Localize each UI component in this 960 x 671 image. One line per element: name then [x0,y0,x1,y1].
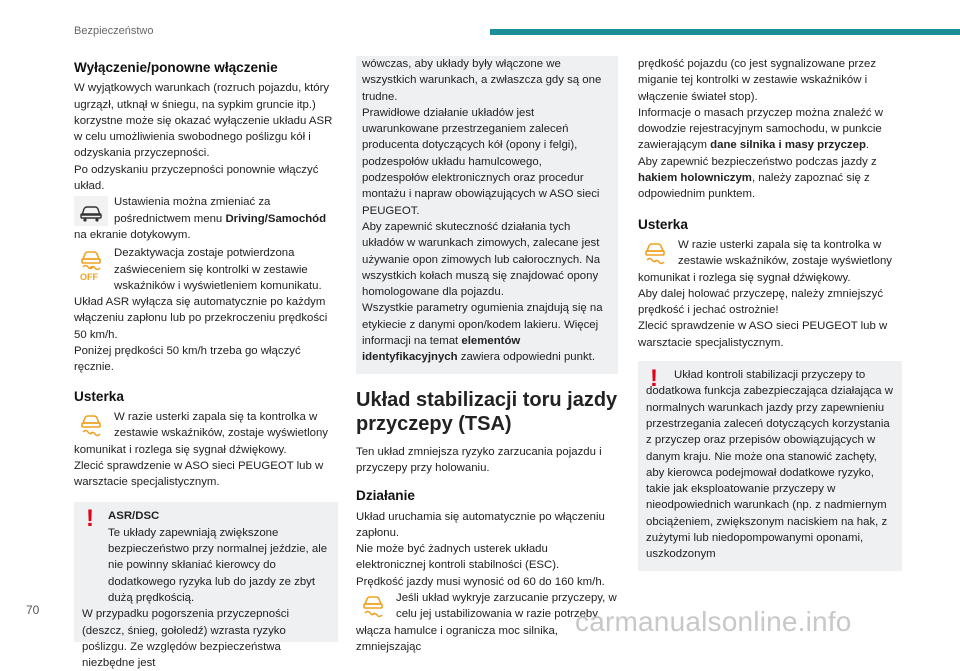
paragraph: Aby zapewnić bezpieczeństwo podczas jazdy z hakiem holowniczym, należy zapoznać się z odpowiednim punktem. [638,155,877,201]
identification-link-text: elementów identyfikacyjnych [362,335,521,364]
column-3 [638,56,902,571]
paragraph: Poniżej prędkości 50 km/h trzeba go włączyć ręcznie. [74,345,301,374]
paragraph: Prawidłowe działanie układów jest uwarunkowane przestrzeganiem zaleceń producenta dotyczących kół (opony i felgi), podzespołów układu hamulcowego, podzespołów elektronicznych oraz procedur montażu i napraw obowiązujących w ASO sieci PEUGEOT. [362,106,600,217]
paragraph: Zlecić sprawdzenie w ASO sieci PEUGEOT lub w warsztacie specjalistycznym. [74,459,324,489]
settings-text-a: Ustawienia można zmieniać za pośrednictwem menu [114,196,271,225]
column-1 [74,56,338,670]
chapter-title-tsa: Układ stabilizacji toru jazdy przyczepy (TSA) [356,388,618,435]
warning-title: ASR/DSC [108,510,160,523]
warning-box-tsa [638,361,902,571]
paragraph: Układ ASR wyłącza się automatycznie po każdym włączeniu zapłonu lub po przekroczeniu prędkości 50 km/h. [74,296,328,341]
bold-term: dane silnika i masy przyczep [710,139,866,152]
paragraph: Ten układ zmniejsza ryzyko zarzucania pojazdu i przyczepy przy holowaniu. [356,445,602,474]
skid-warning-icon [74,411,108,441]
warning-text: Układ kontroli stabilizacji przyczepy to dodatkowa funkcja zabezpieczająca działająca w normalnych warunkach jazdy przy zapewnieniu przestrzegania zaleceń dotyczących korzystania z przyczep oraz przepisów obowiązujących w danym kraju. Nie może ona stanowić zachęty, aby kierowca podejmował dodatkowe ryzyko, takie jak eksploatowanie przyczepy w nieodpowiednich warunkach (np. z nadmiernym obciążeniem, zwiększonym naciskiem na hak, z zużytymi lub niedopompowanymi oponami, uszkodzonym [646,369,893,561]
skid-indicator-icon [356,592,390,622]
column-2 [356,56,618,655]
section-title-fault: Usterka [638,216,688,232]
watermark: carmanualsonline.info [575,606,852,637]
continued-warning-box [356,56,618,374]
paragraph: Zlecić sprawdzenie w ASO sieci PEUGEOT lub w warsztacie specjalistycznym. [638,320,888,349]
paragraph: Wszystkie parametry ogumienia znajdują się na etykiecie z danymi opon/kodem lakieru. Więcej informacji na temat elementów identyfikacyjnych zawiera odpowiedni punkt. [362,302,603,364]
paragraph: wówczas, aby układy były włączone we wszystkich warunkach, a zwłaszcza gdy są one trudne. [362,58,602,103]
page-number: 70 [26,603,40,617]
paragraph: Nie może być żadnych usterek układu elektronicznej kontroli stabilności (ESC). [356,543,560,572]
paragraph: Informacje o masach przyczep można znaleźć w dowodzie rejestracyjnym samochodu, w punkcie zawierającym dane silnika i masy przyczep. [638,106,883,152]
skid-off-icon [74,247,108,283]
bold-term: hakiem holowniczym [638,172,752,185]
paragraph: W wyjątkowych warunkach (rozruch pojazdu, który ugrzązł, utknął w śniegu, na sypkim gruncie itp.) korzystne może się okazać wyłączenie układu ASR w celu umożliwienia swobodnego poślizgu kół i odzyskania przyczepności. [74,82,333,160]
warning-text: Te układy zapewniają zwiększone bezpieczeństwo przy normalnej jeździe, ale nie powinny skłaniać kierowcy do dodatkowego ryzyka lub do jazdy ze zbyt dużą prędkością. [108,526,328,604]
paragraph: Aby dalej holować przyczepę, należy zmniejszyć prędkość i jechać ostrożnie! [638,287,884,317]
tsa-active-text: Jeśli układ wykryje zarzucanie przyczepy, w celu jej ustabilizowania w razie potrzeby włącza hamulce i ogranicza moc silnika, zmniejszając [356,592,617,653]
settings-menu-name: Driving/Samochód [225,212,327,225]
car-settings-icon [74,196,108,226]
paragraph: Po odzyskaniu przyczepności ponownie włączyć układ. [74,163,319,193]
paragraph: prędkość pojazdu (co jest sygnalizowane przez miganie tej kontrolki w zestawie wskaźników i włączenie świateł stop). [638,58,877,103]
warning-box-asr-dsc [74,502,338,670]
paragraph: Prędkość jazdy musi wynosić od 60 do 160 km/h. [356,575,605,588]
section-title-fault: Usterka [74,388,124,404]
settings-note [74,194,338,243]
exclamation-icon: ! [650,365,658,393]
fault-note [74,409,338,458]
section-title-disable: Wyłączenie/ponowne włączenie [74,60,278,75]
settings-text-c: na ekranie dotykowym. [74,228,191,241]
fault-note [638,237,902,286]
deactivation-note [74,245,338,294]
warning-text: W przypadku pogorszenia przyczepności (deszcz, śnieg, gołoledź) wzrasta ryzyko poślizgu. Ze względów bezpieczeństwa niezbędne jest [82,608,290,670]
section-title-operation: Działanie [356,488,415,504]
deactivation-text: Dezaktywacja zostaje potwierdzona zaświeceniem się kontrolki w zestawie wskaźników i wyświetleniem komunikatu. [114,247,322,292]
section-header: Bezpieczeństwo [74,25,154,37]
fault-text: W razie usterki zapala się ta kontrolka w zestawie wskaźników, zostaje wyświetlony komunikat i rozlega się sygnał dźwiękowy. [638,238,892,284]
skid-warning-icon [638,239,672,269]
off-label: OFF [80,272,98,283]
header-accent-bar [490,29,960,35]
paragraph: Układ uruchamia się automatycznie po włączeniu zapłonu. [356,510,605,539]
paragraph: Aby zapewnić skuteczność działania tych układów w warunkach zimowych, zalecane jest używanie opon zimowych lub całorocznych. Na wszystkich kołach muszą się znajdować opony homologowane dla pojazdu. [362,220,601,299]
exclamation-icon: ! [86,505,94,533]
fault-text: W razie usterki zapala się ta kontrolka w zestawie wskaźników, zostaje wyświetlony komunikat i rozlega się sygnał dźwiękowy. [74,410,328,456]
